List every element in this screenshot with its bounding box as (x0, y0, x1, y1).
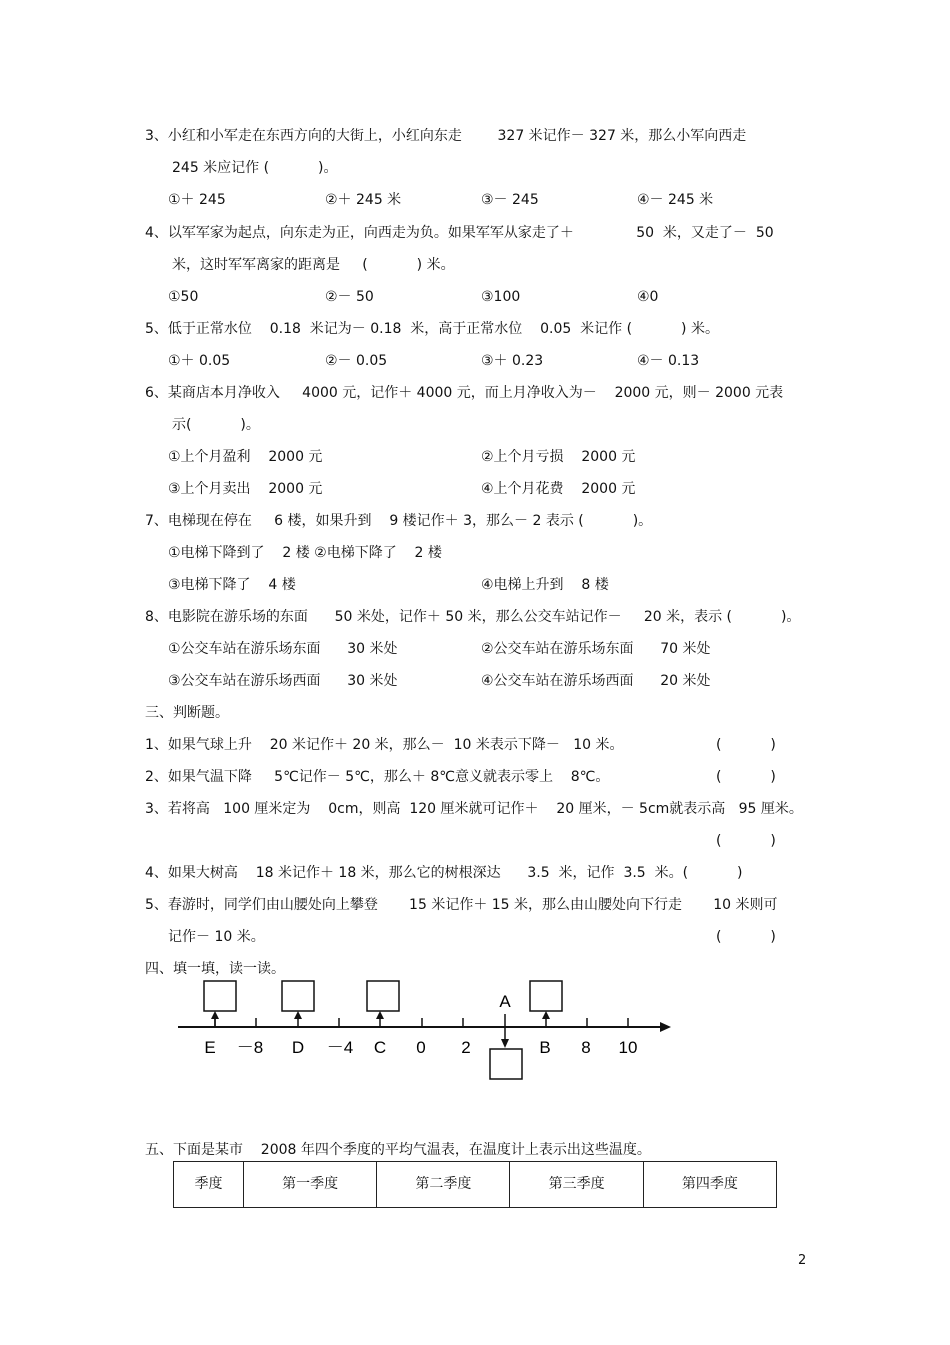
label-8: 8 (581, 1038, 591, 1057)
label-b: B (539, 1038, 551, 1057)
table-header-cell: 第二季度 (377, 1162, 510, 1208)
q4-option-3: ③100 (481, 289, 521, 305)
up-arrow-icon (211, 1011, 219, 1019)
label-a: A (499, 992, 511, 1011)
q7-line1: 7、电梯现在停在 6 楼，如果升到 9 楼记作＋ 3，那么－ 2 表示 ( )。 (145, 513, 653, 529)
q8-option-2: ②公交车站在游乐场东面 70 米处 (481, 641, 711, 657)
q7-option-4: ④电梯上升到 8 楼 (481, 577, 609, 593)
answer-box-e[interactable] (204, 981, 236, 1011)
table-header-cell: 季度 (174, 1162, 244, 1208)
up-arrow-icon (542, 1011, 550, 1019)
answer-box-d[interactable] (282, 981, 314, 1011)
judge-item-5: 5、春游时，同学们由山腰处向上攀登 15 米记作＋ 15 米，那么由山腰处向下行走 10 米则可 (145, 897, 778, 913)
q5-option-2: ②－ 0.05 (325, 353, 388, 369)
judge-answer-5[interactable]: ( ) (716, 929, 776, 945)
q8-option-1: ①公交车站在游乐场东面 30 米处 (168, 641, 398, 657)
judge-answer-1[interactable]: ( ) (716, 737, 776, 753)
label-2: 2 (461, 1038, 471, 1057)
q3-line1: 3、小红和小军走在东西方向的大街上，小红向东走 327 米记作－ 327 米，那么小军向西走 (145, 128, 747, 144)
judge-answer-2[interactable]: ( ) (716, 769, 776, 785)
label-e: E (204, 1038, 216, 1057)
answer-box-a[interactable] (490, 1049, 522, 1079)
q4-line2: 米，这时军军离家的距离是 ( ) 米。 (172, 257, 455, 273)
label-neg8: －8 (236, 1038, 264, 1057)
q5-option-4: ④－ 0.13 (637, 353, 700, 369)
q8-option-3: ③公交车站在游乐场西面 30 米处 (168, 673, 398, 689)
axis-arrow-icon (660, 1022, 671, 1032)
q3-line2: 245 米应记作 ( )。 (172, 160, 338, 176)
judge-item-1: 1、如果气球上升 20 米记作＋ 20 米，那么－ 10 米表示下降－ 10 米。 (145, 737, 624, 753)
q5-option-3: ③＋ 0.23 (481, 353, 544, 369)
q3-option-1: ①＋ 245 (168, 192, 226, 208)
q8-option-4: ④公交车站在游乐场西面 20 米处 (481, 673, 711, 689)
table-header-cell: 第一季度 (244, 1162, 377, 1208)
q6-option-2: ②上个月亏损 2000 元 (481, 449, 636, 465)
page-number: 2 (798, 1253, 807, 1268)
q4-option-2: ②－ 50 (325, 289, 374, 305)
q7-option-1-2: ①电梯下降到了 2 楼 ②电梯下降了 2 楼 (168, 545, 442, 561)
up-arrow-icon (376, 1011, 384, 1019)
q4-line1: 4、以军军家为起点，向东走为正，向西走为负。如果军军从家走了＋ 50 米，又走了－ 50 (145, 225, 774, 241)
temperature-table (173, 1161, 777, 1208)
label-10: 10 (618, 1038, 638, 1057)
q4-option-1: ①50 (168, 289, 199, 305)
q8-line1: 8、电影院在游乐场的东面 50 米处，记作＋ 50 米，那么公交车站记作－ 20 米，表示 ( )。 (145, 609, 801, 625)
q6-option-3: ③上个月卖出 2000 元 (168, 481, 323, 497)
up-arrow-icon (294, 1011, 302, 1019)
q7-option-3: ③电梯下降了 4 楼 (168, 577, 296, 593)
q6-option-4: ④上个月花费 2000 元 (481, 481, 636, 497)
answer-box-c[interactable] (367, 981, 399, 1011)
q6-option-1: ①上个月盈利 2000 元 (168, 449, 323, 465)
label-neg4: －4 (326, 1038, 354, 1057)
judge-item-4: 4、如果大树高 18 米记作＋ 18 米，那么它的树根深达 3.5 米，记作 3.5 米。( ) (145, 865, 743, 881)
label-c: C (373, 1038, 387, 1057)
q5-line1: 5、低于正常水位 0.18 米记为－ 0.18 米，高于正常水位 0.05 米记作 ( ) 米。 (145, 321, 719, 337)
judge-answer-3[interactable]: ( ) (716, 833, 776, 849)
table-header-cell: 第四季度 (643, 1162, 776, 1208)
table-header-cell: 第三季度 (510, 1162, 643, 1208)
q6-line1: 6、某商店本月净收入 4000 元，记作＋ 4000 元，而上月净收入为－ 2000 元，则－ 2000 元表 (145, 385, 784, 401)
judge-item-3: 3、若将高 100 厘米定为 0cm，则高 120 厘米就可记作＋ 20 厘米，－ 5cm就表示高 95 厘米。 (145, 801, 803, 817)
down-arrow-icon (501, 1039, 509, 1048)
judge-item-2: 2、如果气温下降 5℃记作－ 5℃，那么＋ 8℃意义就表示零上 8℃。 (145, 769, 610, 785)
q3-option-3: ③－ 245 (481, 192, 539, 208)
q6-line2: 示( )。 (172, 417, 260, 433)
judge-item-5-line2: 记作－ 10 米。 (168, 929, 265, 945)
label-d: D (291, 1038, 305, 1057)
q3-option-2: ②＋ 245 米 (325, 192, 402, 208)
judge-heading: 三、判断题。 (145, 705, 229, 721)
table-heading: 五、下面是某市 2008 年四个季度的平均气温表，在温度计上表示出这些温度。 (145, 1142, 651, 1158)
q5-option-1: ①＋ 0.05 (168, 353, 231, 369)
numberline-heading: 四、填一填，读一读。 (145, 961, 285, 977)
q4-option-4: ④0 (637, 289, 659, 305)
q3-option-4: ④－ 245 米 (637, 192, 714, 208)
answer-box-b[interactable] (530, 981, 562, 1011)
label-0: 0 (416, 1038, 426, 1057)
